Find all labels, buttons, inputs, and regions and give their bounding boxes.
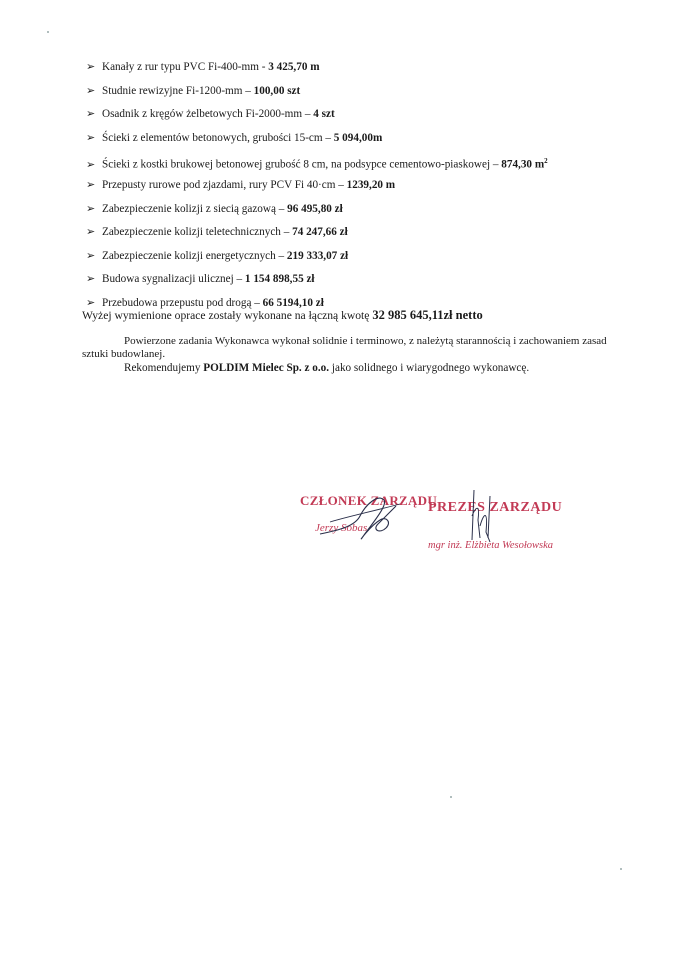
work-item (86, 56, 646, 80)
total-prefix: Wyżej wymienione oprace zostały wykonane na łączną kwotę (82, 309, 373, 322)
president-stamp-title: PREZES ZARZĄDU (428, 500, 563, 515)
work-item-value: 3 425,70 m (268, 61, 320, 73)
arrow-bullet-icon: ➢ (86, 61, 96, 73)
work-item (86, 221, 646, 245)
arrow-bullet-icon: ➢ (86, 249, 96, 262)
arrow-bullet-icon: ➢ (86, 226, 96, 239)
work-item (86, 245, 646, 269)
arrow-bullet-icon: ➢ (86, 159, 96, 172)
work-item-label: Ścieki z kostki brukowej betonowej grubość 8 cm, na podsypce cementowo-piaskowej – (102, 159, 502, 172)
work-item-label: Zabezpieczenie kolizji z siecią gazową – (102, 202, 288, 215)
work-item (86, 198, 646, 222)
work-item-label: Kanały z rur typu PVC Fi-400-mm - (102, 61, 269, 73)
speck-1 (47, 31, 49, 33)
work-item-label: Osadnik z kręgów żelbetowych Fi-2000-mm – (102, 108, 314, 121)
board-member-stamp-title: CZŁONEK ZARZĄDU (300, 493, 438, 508)
arrow-bullet-icon: ➢ (86, 108, 96, 121)
work-item (86, 80, 646, 104)
work-item-value: 66 5194,10 zł (262, 296, 324, 309)
completion-paragraph (82, 335, 627, 361)
recommendation-line (124, 362, 644, 374)
arrow-bullet-icon: ➢ (86, 296, 96, 309)
speck-2 (450, 796, 452, 798)
work-item (86, 150, 646, 174)
work-item-value: 1239,20 m (346, 178, 396, 191)
total-amount: 32 985 645,11zł netto (372, 308, 483, 322)
recommendation-suffix: jako solidnego i wiarygodnego wykonawcę. (329, 362, 530, 374)
work-item-value: 100,00 szt (253, 84, 301, 97)
president-signature (460, 486, 500, 546)
work-item (86, 103, 646, 127)
completion-text: Powierzone zadania Wykonawca wykonał solidnie i terminowo, z należytą starannością i zachowaniem zasad sztuki budowlanej. (82, 335, 607, 360)
work-item (86, 268, 646, 292)
work-item-label: Studnie rewizyjne Fi-1200-mm – (102, 84, 254, 97)
company-name: POLDIM Mielec Sp. z o.o. (203, 362, 330, 374)
total-line (82, 308, 642, 323)
work-item-unit-exponent: 2 (544, 157, 548, 166)
arrow-bullet-icon: ➢ (86, 178, 96, 191)
work-item-label: Zabezpieczenie kolizji teletechnicznych – (102, 226, 293, 239)
arrow-bullet-icon: ➢ (86, 273, 96, 286)
arrow-bullet-icon: ➢ (86, 131, 96, 144)
board-member-stamp-name: Jerzy Sobas (315, 522, 368, 534)
work-item (86, 174, 646, 198)
work-item-value: 219 333,07 zł (286, 249, 349, 262)
work-item-label: Przebudowa przepustu pod drogą – (102, 296, 263, 309)
board-member-signature (300, 486, 410, 546)
president-stamp-name: mgr inż. Elżbieta Wesołowska (428, 540, 554, 551)
work-item-value: 5 094,00m (333, 131, 383, 144)
work-items-list (86, 56, 646, 316)
arrow-bullet-icon: ➢ (86, 84, 96, 97)
work-item-label: Zabezpieczenie kolizji energetycznych – (102, 249, 287, 262)
work-item-value: 74 247,66 zł (292, 226, 348, 239)
work-item (86, 127, 646, 151)
speck-3 (620, 868, 622, 870)
arrow-bullet-icon: ➢ (86, 202, 96, 215)
recommendation-prefix: Rekomendujemy (124, 362, 204, 374)
work-item-value: 1 154 898,55 zł (244, 273, 315, 286)
work-item-label: Budowa sygnalizacji ulicznej – (102, 273, 245, 286)
work-item-label: Ścieki z elementów betonowych, grubości 15-cm – (102, 131, 334, 144)
work-item-value: 4 szt (313, 108, 335, 121)
work-item-value: 96 495,80 zł (287, 202, 343, 215)
work-item-label: Przepusty rurowe pod zjazdami, rury PCV Fi 40·cm – (102, 178, 347, 191)
work-item-value: 874,30 m (501, 159, 545, 172)
